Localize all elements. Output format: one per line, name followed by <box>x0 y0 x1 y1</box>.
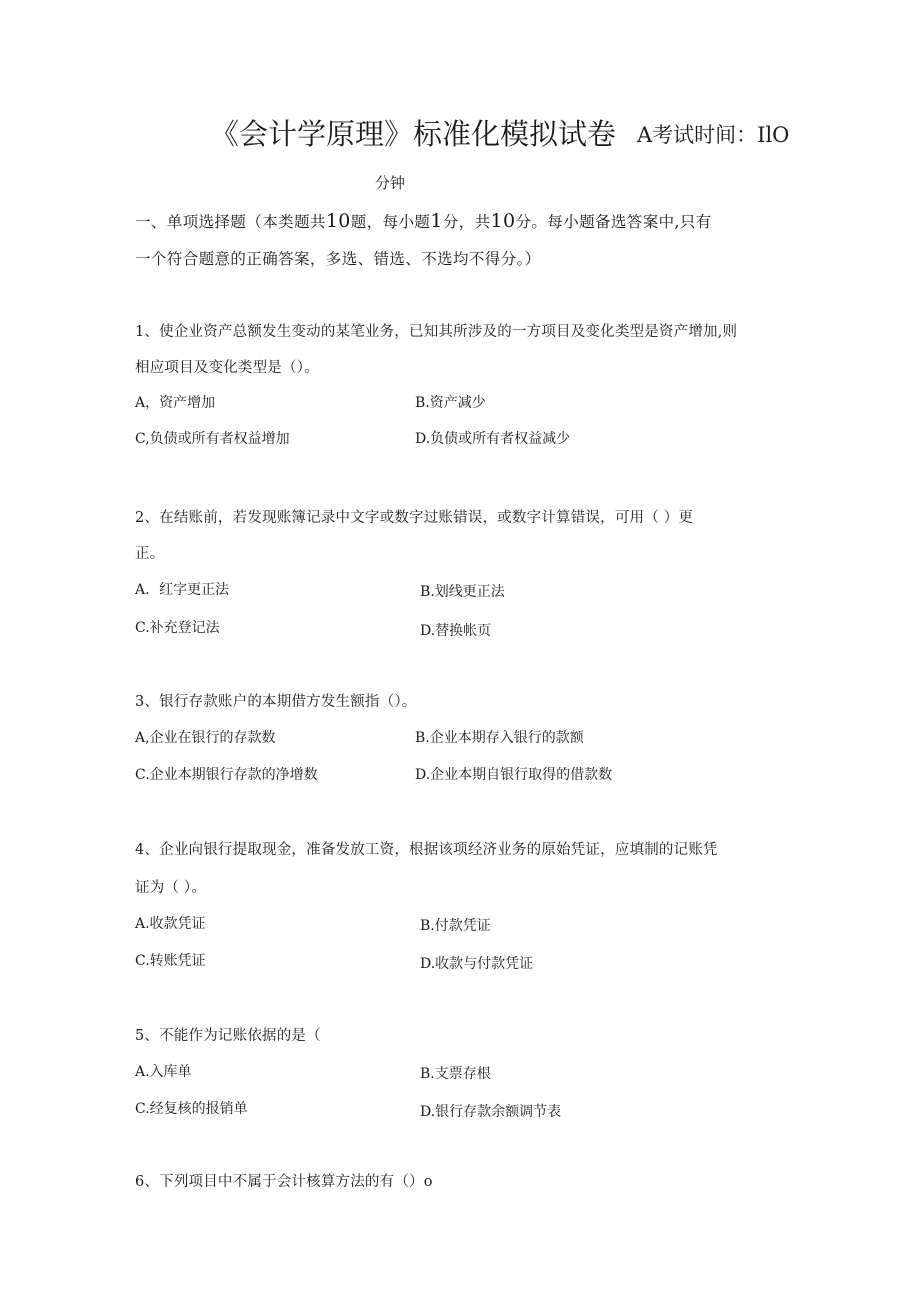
question-1-stem-line1: 1、使企业资产总额发生变动的某笔业务，已知其所涉及的一方项目及变化类型是资产增加,则 <box>135 324 738 340</box>
question-4-stem-line1: 4、企业向银行提取现金，准备发放工资，根据该项经济业务的原始凭证，应填制的记账凭 <box>135 842 718 858</box>
question-3-stem-line1: 3、银行存款账户的本期借方发生额指（）。 <box>135 694 417 710</box>
question-4-stem-line2: 证为（ ）。 <box>135 880 207 896</box>
question-2-option-c: C.补充登记法 <box>135 620 220 636</box>
question-2-stem-line2: 正。 <box>135 546 165 562</box>
question-2-option-b: B.划线更正法 <box>420 584 505 600</box>
question-3-option-b: B.企业本期存入银行的款额 <box>415 730 584 746</box>
question-1-option-d: D.负债或所有者权益减少 <box>415 431 571 447</box>
instr-question-count: 10 <box>325 210 351 232</box>
question-5-option-a: A.入库单 <box>135 1064 192 1080</box>
exam-title: 《会计学原理》标准化模拟试卷 <box>210 117 617 151</box>
question-5-option-b: B.支票存根 <box>420 1066 491 1082</box>
question-3-option-d: D.企业本期自银行取得的借款数 <box>415 767 613 783</box>
question-5-option-d: D.银行存款余额调节表 <box>420 1104 562 1120</box>
question-4-option-b: B.付款凭证 <box>420 918 491 934</box>
question-1-option-c: C,负债或所有者权益增加 <box>135 431 290 447</box>
instr-text-a: 一、单项选择题（本类题共 <box>135 213 326 231</box>
question-4-option-a: A.收款凭证 <box>135 916 206 932</box>
question-3-option-c: C.企业本期银行存款的净增数 <box>135 767 318 783</box>
question-1-option-a: A，资产增加 <box>135 395 216 411</box>
question-5-stem-line1: 5、不能作为记账依据的是（ <box>135 1028 321 1044</box>
exam-time-unit: 分钟 <box>375 174 406 192</box>
instr-text-c: 分，共 <box>442 213 491 231</box>
question-2-option-a: A．红字更正法 <box>135 582 230 598</box>
question-4-option-c: C.转账凭证 <box>135 953 206 969</box>
question-1-option-b: B.资产减少 <box>415 395 486 411</box>
question-2-stem-line1: 2、在结账前，若发现账簿记录中文字或数字过账错误，或数字计算错误，可用（ ）更 <box>135 510 694 526</box>
question-2-option-d: D.替换帐页 <box>420 623 492 639</box>
question-4-option-d: D.收款与付款凭证 <box>420 956 534 972</box>
section-instructions-line1 <box>135 210 712 232</box>
question-1-stem-line2: 相应项目及变化类型是（）。 <box>135 360 319 376</box>
question-3-option-a: A,企业在银行的存款数 <box>135 730 276 746</box>
question-5-option-c: C.经复核的报销单 <box>135 1101 248 1117</box>
instr-text-d: 分。每小题备选答案中,只有 <box>515 213 712 231</box>
question-6-stem-line1: 6、下列项目中不属于会计核算方法的有（）o <box>135 1174 433 1190</box>
instr-points-each: 1 <box>430 210 443 232</box>
instr-points-total: 10 <box>490 210 516 232</box>
instr-text-b: 题，每小题 <box>350 213 431 231</box>
section-instructions-line2: 一个符合题意的正确答案，多选、错选、不选均不得分。） <box>135 250 541 268</box>
exam-variant-and-time: A考试时间：IlO <box>637 123 790 147</box>
